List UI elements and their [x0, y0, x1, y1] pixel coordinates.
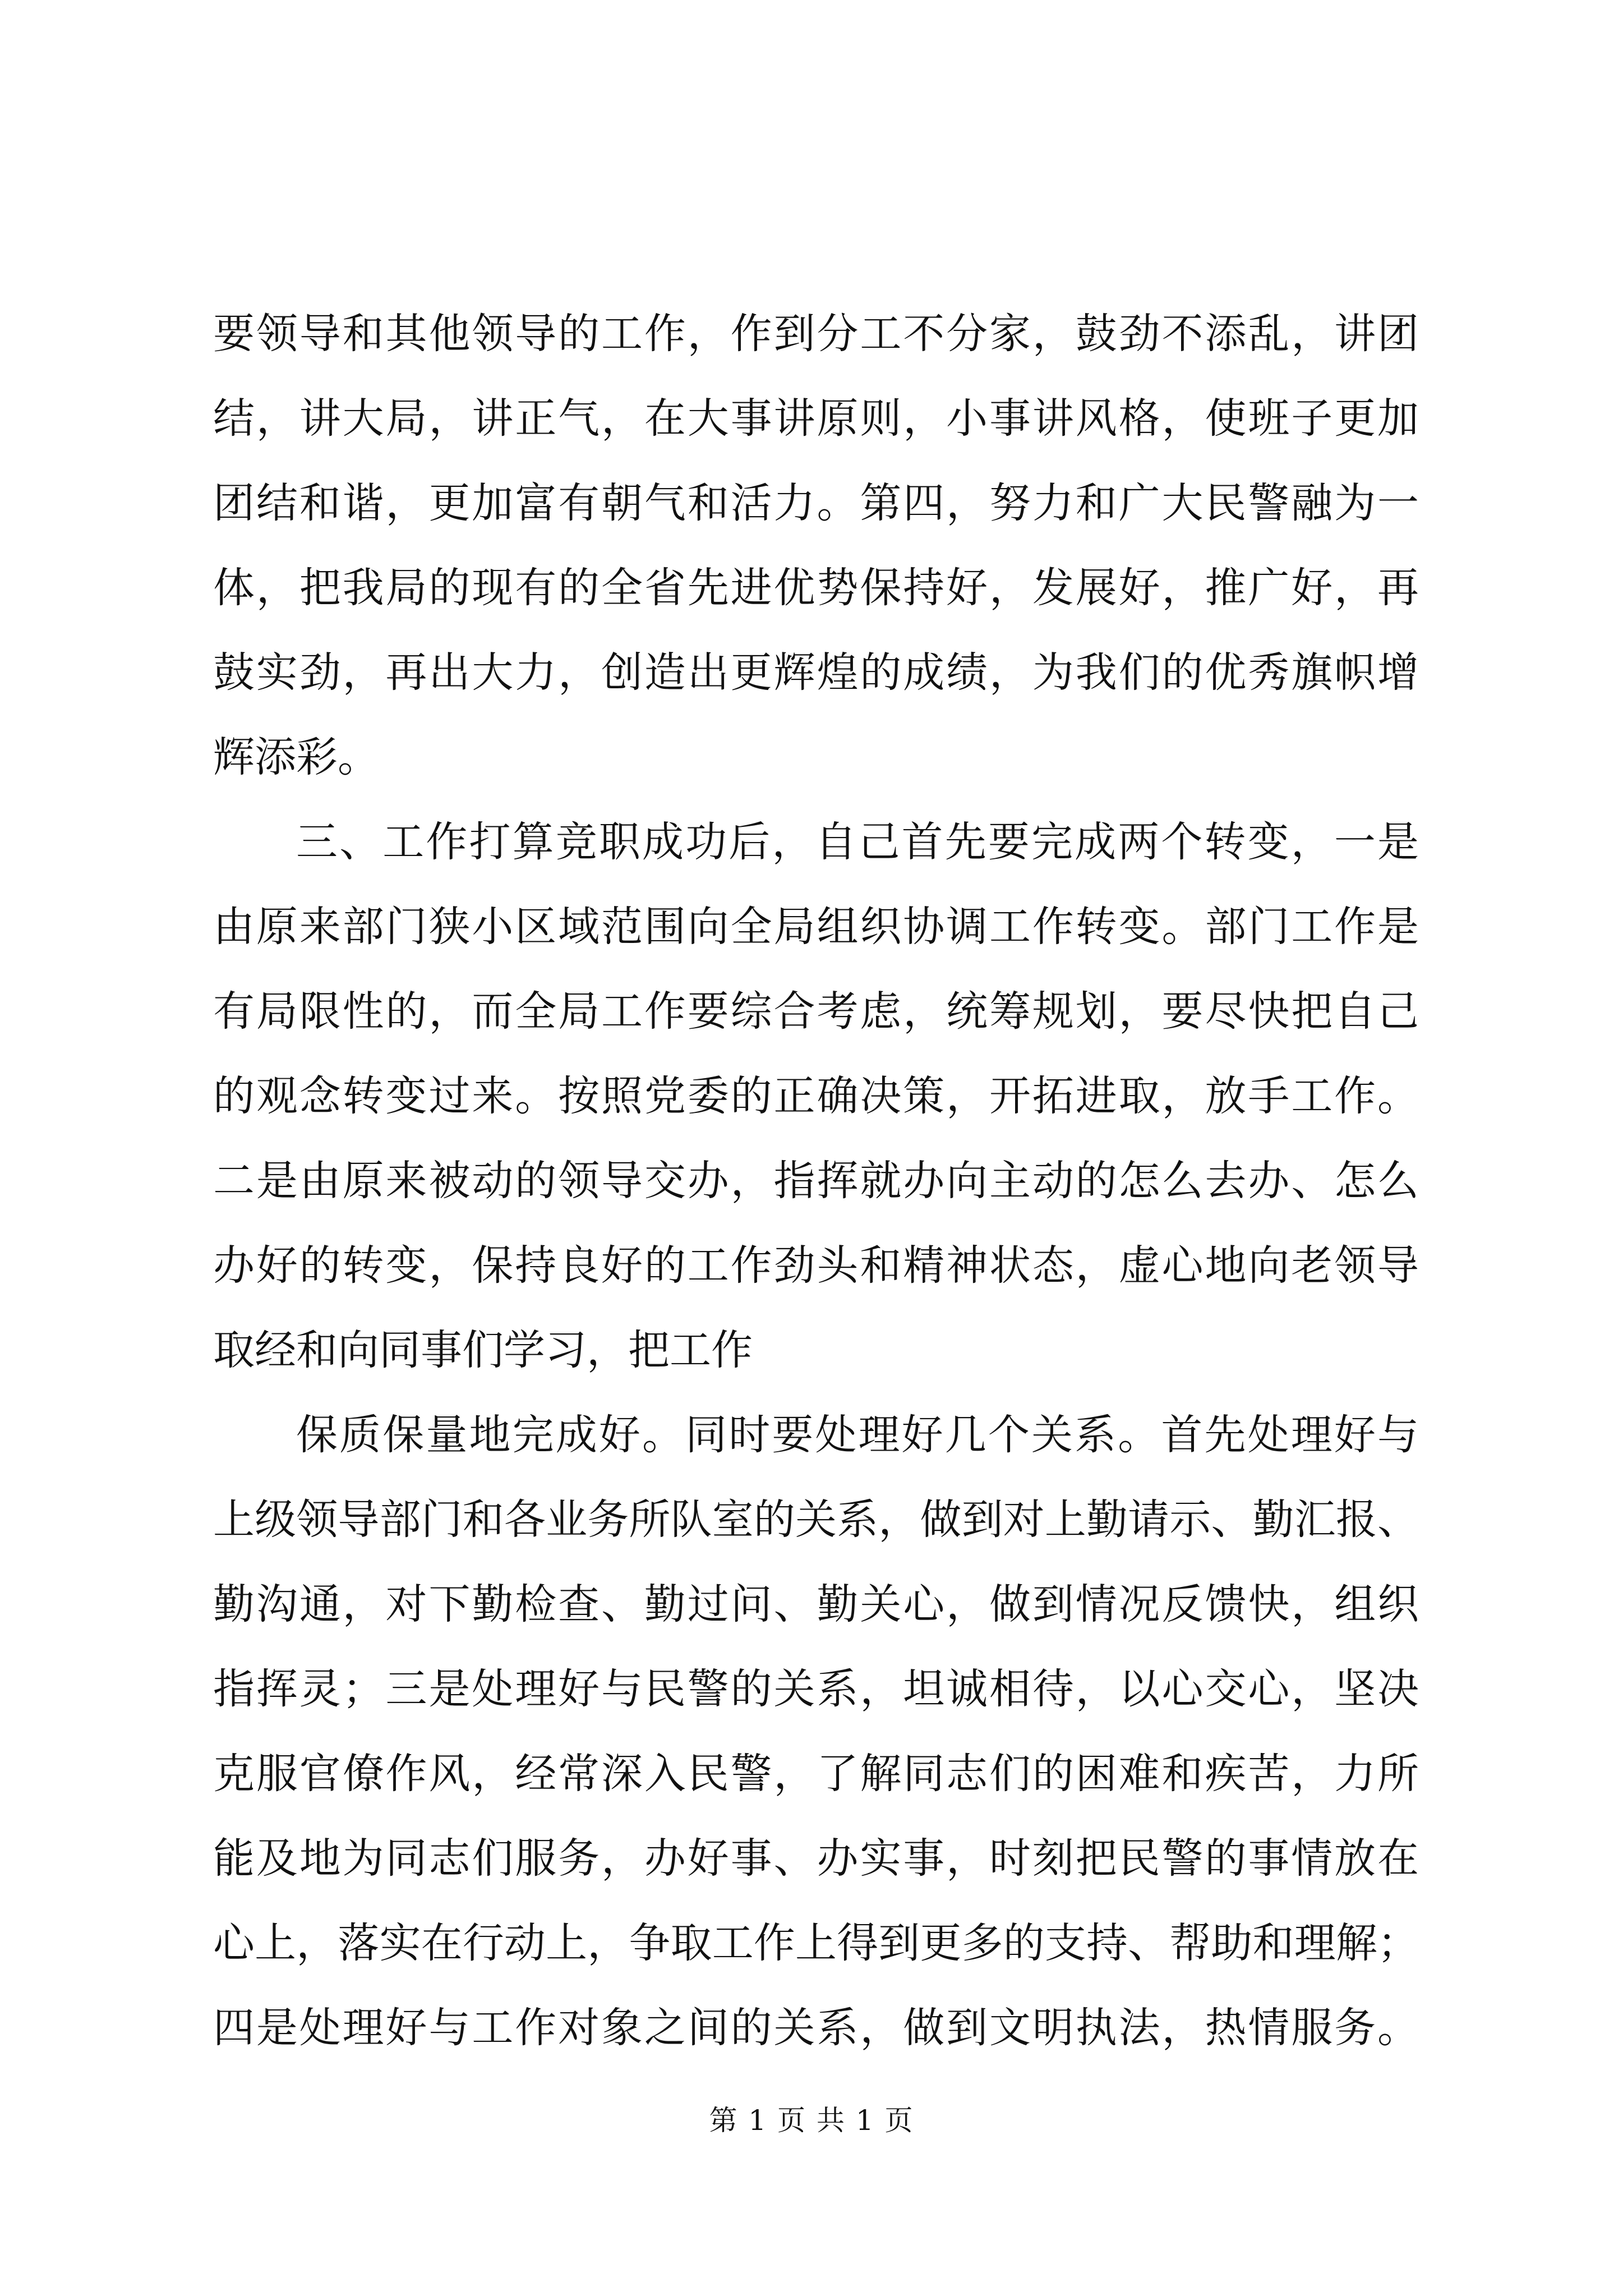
text-line: 取经和向同事们学习，把工作	[213, 1326, 753, 1374]
text-line: 心上，落实在行动上，争取工作上得到更多的支持、帮助和理解；	[213, 1919, 1419, 1967]
text-line: 办好的转变，保持良好的工作劲头和精神状态，虚心地向老领导	[213, 1241, 1419, 1290]
text-line: 结，讲大局，讲正气，在大事讲原则，小事讲风格，使班子更加	[213, 394, 1419, 443]
text-line: 四是处理好与工作对象之间的关系，做到文明执法，热情服务。	[213, 2004, 1419, 2052]
text-line: 有局限性的，而全局工作要综合考虑，统筹规划，要尽快把自己	[213, 987, 1419, 1036]
text-line: 指挥灵；三是处理好与民警的关系，坦诚相待，以心交心，坚决	[213, 1665, 1419, 1713]
text-line: 保质保量地完成好。同时要处理好几个关系。首先处理好与	[296, 1411, 1419, 1459]
text-line: 辉添彩。	[213, 733, 379, 781]
text-line: 勤沟通，对下勤检查、勤过问、勤关心，做到情况反馈快，组织	[213, 1580, 1419, 1628]
text-line: 三、工作打算竞职成功后，自己首先要完成两个转变，一是	[296, 818, 1419, 866]
text-line: 鼓实劲，再出大力，创造出更辉煌的成绩，为我们的优秀旗帜增	[213, 648, 1419, 697]
text-line: 克服官僚作风，经常深入民警，了解同志们的困难和疾苦，力所	[213, 1750, 1419, 1798]
text-line: 能及地为同志们服务，办好事、办实事，时刻把民警的事情放在	[213, 1834, 1419, 1883]
text-line: 团结和谐，更加富有朝气和活力。第四，努力和广大民警融为一	[213, 479, 1419, 527]
text-line: 上级领导部门和各业务所队室的关系，做到对上勤请示、勤汇报、	[213, 1496, 1419, 1544]
text-line: 的观念转变过来。按照党委的正确决策，开拓进取，放手工作。	[213, 1072, 1419, 1120]
document-body	[213, 292, 1419, 2070]
page-footer: 第 1 页 共 1 页	[709, 2104, 914, 2137]
text-line: 二是由原来被动的领导交办，指挥就办向主动的怎么去办、怎么	[213, 1157, 1419, 1205]
text-line: 体，把我局的现有的全省先进优势保持好，发展好，推广好，再	[213, 564, 1419, 612]
text-line: 要领导和其他领导的工作，作到分工不分家，鼓劲不添乱，讲团	[213, 310, 1419, 358]
text-line: 由原来部门狭小区域范围向全局组织协调工作转变。部门工作是	[213, 903, 1419, 951]
